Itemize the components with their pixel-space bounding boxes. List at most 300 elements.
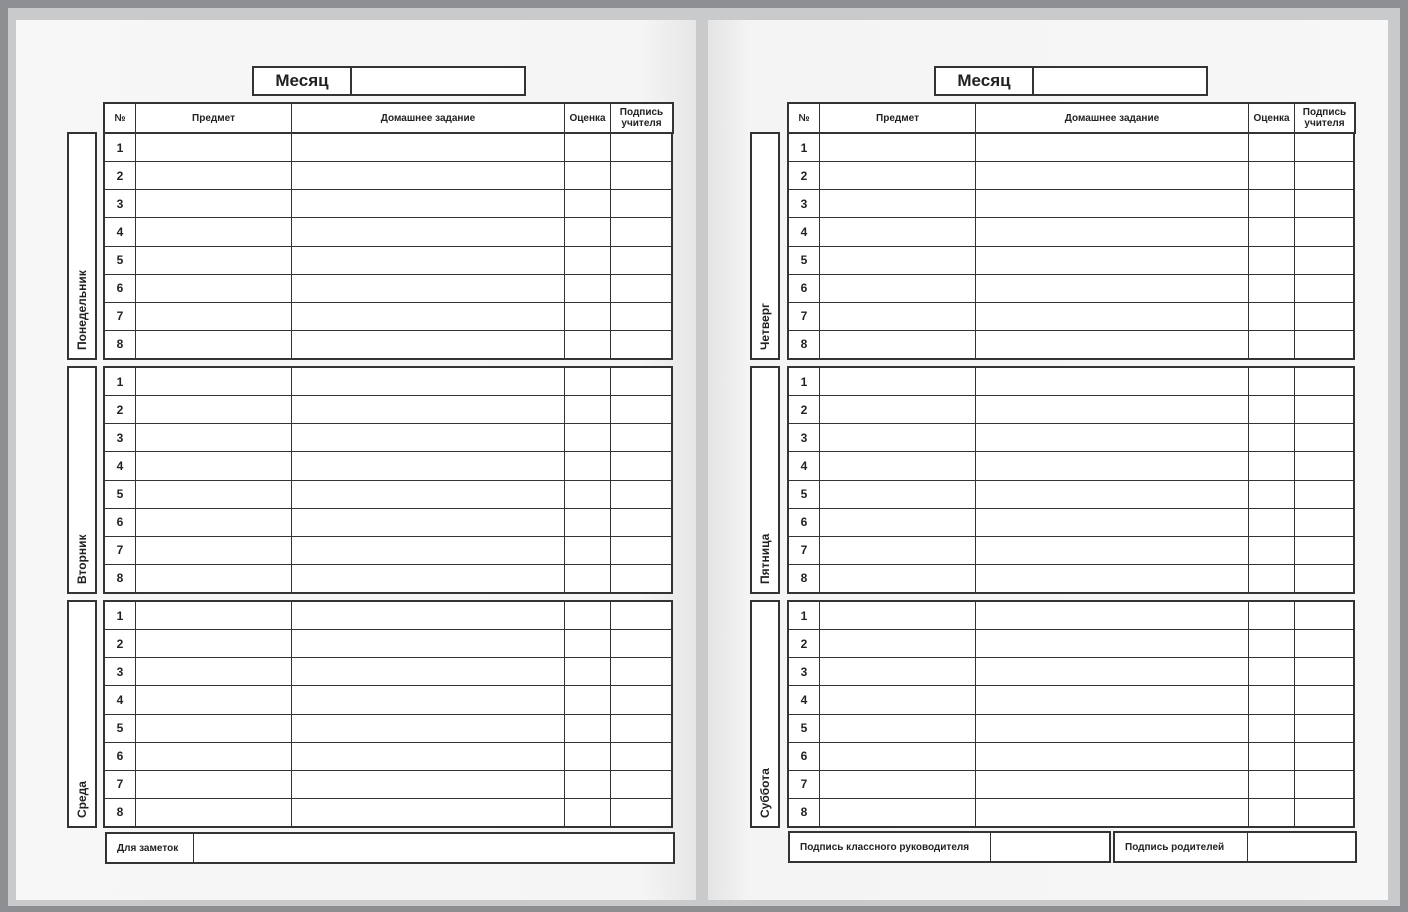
lesson-number: 7 bbox=[105, 303, 136, 330]
homework-cell[interactable] bbox=[292, 481, 565, 508]
table-row bbox=[789, 799, 1353, 826]
subject-cell[interactable] bbox=[820, 190, 976, 217]
grade-cell[interactable] bbox=[565, 303, 611, 330]
teacher-sign-cell[interactable] bbox=[611, 424, 671, 451]
subject-cell[interactable] bbox=[820, 424, 976, 451]
grade-cell[interactable] bbox=[1249, 509, 1295, 536]
teacher-sign-cell[interactable] bbox=[611, 452, 671, 479]
class-teacher-sign-field[interactable] bbox=[991, 833, 1109, 861]
subject-cell[interactable] bbox=[136, 134, 292, 161]
homework-cell[interactable] bbox=[976, 303, 1249, 330]
homework-cell[interactable] bbox=[292, 537, 565, 564]
homework-cell[interactable] bbox=[292, 565, 565, 592]
homework-cell[interactable] bbox=[976, 630, 1249, 657]
teacher-sign-cell[interactable] bbox=[611, 630, 671, 657]
lesson-number: 7 bbox=[789, 771, 820, 798]
teacher-sign-cell[interactable] bbox=[1295, 565, 1353, 592]
teacher-sign-cell[interactable] bbox=[611, 331, 671, 358]
teacher-sign-cell[interactable] bbox=[611, 303, 671, 330]
day-name: Понедельник bbox=[75, 270, 89, 350]
lesson-number: 5 bbox=[105, 481, 136, 508]
homework-cell[interactable] bbox=[976, 799, 1249, 826]
table-row bbox=[789, 509, 1353, 537]
grade-cell[interactable] bbox=[565, 509, 611, 536]
lesson-number: 8 bbox=[105, 331, 136, 358]
homework-cell[interactable] bbox=[292, 218, 565, 245]
homework-cell[interactable] bbox=[976, 658, 1249, 685]
teacher-sign-cell[interactable] bbox=[611, 771, 671, 798]
grade-cell[interactable] bbox=[565, 134, 611, 161]
homework-cell[interactable] bbox=[292, 134, 565, 161]
table-row bbox=[105, 565, 671, 592]
table-row bbox=[789, 658, 1353, 686]
subject-cell[interactable] bbox=[820, 743, 976, 770]
table-row bbox=[789, 602, 1353, 630]
homework-cell[interactable] bbox=[976, 481, 1249, 508]
teacher-sign-cell[interactable] bbox=[1295, 162, 1353, 189]
table-row bbox=[105, 715, 671, 743]
subject-cell[interactable] bbox=[820, 162, 976, 189]
lesson-number: 1 bbox=[105, 368, 136, 395]
subject-cell[interactable] bbox=[820, 331, 976, 358]
homework-cell[interactable] bbox=[976, 686, 1249, 713]
teacher-sign-cell[interactable] bbox=[1295, 396, 1353, 423]
teacher-sign-cell[interactable] bbox=[611, 799, 671, 826]
grade-cell[interactable] bbox=[1249, 630, 1295, 657]
lesson-number: 7 bbox=[105, 537, 136, 564]
grade-cell[interactable] bbox=[1249, 424, 1295, 451]
subject-cell[interactable] bbox=[820, 715, 976, 742]
notes-field[interactable] bbox=[194, 834, 673, 862]
subject-cell[interactable] bbox=[136, 190, 292, 217]
subject-cell[interactable] bbox=[820, 771, 976, 798]
homework-cell[interactable] bbox=[292, 396, 565, 423]
grade-cell[interactable] bbox=[1249, 218, 1295, 245]
day-label-0 bbox=[750, 132, 780, 360]
grade-cell[interactable] bbox=[1249, 715, 1295, 742]
subject-cell[interactable] bbox=[136, 396, 292, 423]
subject-cell[interactable] bbox=[136, 630, 292, 657]
homework-cell[interactable] bbox=[292, 743, 565, 770]
teacher-sign-cell[interactable] bbox=[611, 368, 671, 395]
lesson-number: 1 bbox=[789, 602, 820, 629]
teacher-sign-cell[interactable] bbox=[1295, 743, 1353, 770]
homework-cell[interactable] bbox=[976, 331, 1249, 358]
lesson-number: 2 bbox=[789, 162, 820, 189]
table-row bbox=[105, 771, 671, 799]
class-teacher-sign-box bbox=[788, 831, 1111, 863]
table-row bbox=[789, 218, 1353, 246]
subject-cell[interactable] bbox=[136, 218, 292, 245]
lesson-number: 2 bbox=[789, 396, 820, 423]
grade-cell[interactable] bbox=[565, 218, 611, 245]
teacher-sign-cell[interactable] bbox=[611, 565, 671, 592]
homework-cell[interactable] bbox=[976, 771, 1249, 798]
subject-cell[interactable] bbox=[136, 602, 292, 629]
subject-cell[interactable] bbox=[136, 162, 292, 189]
class-teacher-sign-label: Подпись классного руководителя bbox=[790, 833, 991, 861]
subject-cell[interactable] bbox=[820, 396, 976, 423]
teacher-sign-cell[interactable] bbox=[1295, 630, 1353, 657]
header-grade: Оценка bbox=[1249, 104, 1295, 132]
lesson-number: 1 bbox=[105, 134, 136, 161]
homework-cell[interactable] bbox=[292, 368, 565, 395]
subject-cell[interactable] bbox=[136, 424, 292, 451]
grade-cell[interactable] bbox=[1249, 481, 1295, 508]
subject-cell[interactable] bbox=[820, 537, 976, 564]
teacher-sign-cell[interactable] bbox=[1295, 275, 1353, 302]
grade-cell[interactable] bbox=[565, 481, 611, 508]
table-row bbox=[105, 452, 671, 480]
table-row bbox=[105, 537, 671, 565]
day-table-0 bbox=[787, 132, 1355, 360]
teacher-sign-cell[interactable] bbox=[611, 602, 671, 629]
table-row bbox=[789, 331, 1353, 358]
teacher-sign-cell[interactable] bbox=[1295, 481, 1353, 508]
homework-cell[interactable] bbox=[292, 686, 565, 713]
homework-cell[interactable] bbox=[976, 190, 1249, 217]
subject-cell[interactable] bbox=[136, 368, 292, 395]
left-page bbox=[16, 20, 696, 900]
homework-cell[interactable] bbox=[976, 162, 1249, 189]
teacher-sign-cell[interactable] bbox=[1295, 799, 1353, 826]
homework-cell[interactable] bbox=[292, 602, 565, 629]
table-row bbox=[105, 743, 671, 771]
subject-cell[interactable] bbox=[820, 565, 976, 592]
day-name: Суббота bbox=[758, 768, 772, 818]
lesson-number: 4 bbox=[789, 452, 820, 479]
teacher-sign-cell[interactable] bbox=[1295, 247, 1353, 274]
header-subject: Предмет bbox=[136, 104, 292, 132]
homework-cell[interactable] bbox=[292, 275, 565, 302]
lesson-number: 7 bbox=[789, 303, 820, 330]
teacher-sign-cell[interactable] bbox=[611, 743, 671, 770]
day-name: Вторник bbox=[75, 534, 89, 584]
subject-cell[interactable] bbox=[136, 743, 292, 770]
teacher-sign-cell[interactable] bbox=[611, 190, 671, 217]
lesson-number: 3 bbox=[105, 190, 136, 217]
homework-cell[interactable] bbox=[976, 602, 1249, 629]
teacher-sign-cell[interactable] bbox=[611, 537, 671, 564]
lesson-number: 5 bbox=[105, 715, 136, 742]
grade-cell[interactable] bbox=[565, 565, 611, 592]
grade-cell[interactable] bbox=[1249, 190, 1295, 217]
homework-cell[interactable] bbox=[976, 247, 1249, 274]
grade-cell[interactable] bbox=[1249, 537, 1295, 564]
subject-cell[interactable] bbox=[136, 303, 292, 330]
lesson-number: 2 bbox=[105, 630, 136, 657]
table-row bbox=[105, 275, 671, 303]
day-table-2 bbox=[103, 600, 673, 828]
subject-cell[interactable] bbox=[820, 686, 976, 713]
homework-cell[interactable] bbox=[976, 368, 1249, 395]
table-row bbox=[789, 424, 1353, 452]
grade-cell[interactable] bbox=[565, 715, 611, 742]
lesson-number: 5 bbox=[789, 481, 820, 508]
table-row bbox=[105, 799, 671, 826]
subject-cell[interactable] bbox=[820, 602, 976, 629]
lesson-number: 4 bbox=[105, 218, 136, 245]
subject-cell[interactable] bbox=[820, 218, 976, 245]
lesson-number: 5 bbox=[789, 247, 820, 274]
grade-cell[interactable] bbox=[565, 162, 611, 189]
subject-cell[interactable] bbox=[136, 481, 292, 508]
month-box-right bbox=[934, 66, 1208, 96]
subject-cell[interactable] bbox=[820, 509, 976, 536]
subject-cell[interactable] bbox=[820, 799, 976, 826]
grade-cell[interactable] bbox=[565, 658, 611, 685]
teacher-sign-cell[interactable] bbox=[611, 396, 671, 423]
table-row bbox=[105, 509, 671, 537]
lesson-number: 4 bbox=[105, 452, 136, 479]
grade-cell[interactable] bbox=[1249, 452, 1295, 479]
header-row-right bbox=[787, 102, 1356, 134]
subject-cell[interactable] bbox=[820, 368, 976, 395]
notes-box bbox=[105, 832, 675, 864]
subject-cell[interactable] bbox=[136, 799, 292, 826]
lesson-number: 3 bbox=[789, 190, 820, 217]
grade-cell[interactable] bbox=[565, 771, 611, 798]
grade-cell[interactable] bbox=[1249, 565, 1295, 592]
subject-cell[interactable] bbox=[820, 134, 976, 161]
month-field[interactable] bbox=[1034, 68, 1206, 94]
subject-cell[interactable] bbox=[136, 658, 292, 685]
teacher-sign-cell[interactable] bbox=[1295, 771, 1353, 798]
lesson-number: 8 bbox=[105, 565, 136, 592]
teacher-sign-cell[interactable] bbox=[1295, 303, 1353, 330]
subject-cell[interactable] bbox=[820, 275, 976, 302]
table-row bbox=[105, 331, 671, 358]
subject-cell[interactable] bbox=[136, 715, 292, 742]
month-field[interactable] bbox=[352, 68, 524, 94]
lesson-number: 8 bbox=[789, 799, 820, 826]
teacher-sign-cell[interactable] bbox=[611, 658, 671, 685]
teacher-sign-cell[interactable] bbox=[1295, 368, 1353, 395]
grade-cell[interactable] bbox=[565, 630, 611, 657]
grade-cell[interactable] bbox=[1249, 771, 1295, 798]
homework-cell[interactable] bbox=[292, 658, 565, 685]
homework-cell[interactable] bbox=[292, 799, 565, 826]
homework-cell[interactable] bbox=[976, 452, 1249, 479]
homework-cell[interactable] bbox=[976, 743, 1249, 770]
day-name: Четверг bbox=[758, 302, 772, 350]
header-number: № bbox=[105, 104, 136, 132]
subject-cell[interactable] bbox=[820, 247, 976, 274]
subject-cell[interactable] bbox=[136, 565, 292, 592]
teacher-sign-cell[interactable] bbox=[1295, 509, 1353, 536]
grade-cell[interactable] bbox=[1249, 134, 1295, 161]
teacher-sign-cell[interactable] bbox=[1295, 658, 1353, 685]
subject-cell[interactable] bbox=[820, 658, 976, 685]
grade-cell[interactable] bbox=[565, 331, 611, 358]
grade-cell[interactable] bbox=[565, 602, 611, 629]
lesson-number: 5 bbox=[789, 715, 820, 742]
day-label-0 bbox=[67, 132, 97, 360]
grade-cell[interactable] bbox=[565, 396, 611, 423]
grade-cell[interactable] bbox=[565, 686, 611, 713]
teacher-sign-cell[interactable] bbox=[1295, 190, 1353, 217]
table-row bbox=[105, 396, 671, 424]
teacher-sign-cell[interactable] bbox=[1295, 134, 1353, 161]
homework-cell[interactable] bbox=[292, 190, 565, 217]
teacher-sign-cell[interactable] bbox=[1295, 602, 1353, 629]
grade-cell[interactable] bbox=[1249, 686, 1295, 713]
lesson-number: 7 bbox=[105, 771, 136, 798]
table-row bbox=[789, 368, 1353, 396]
subject-cell[interactable] bbox=[136, 331, 292, 358]
grade-cell[interactable] bbox=[565, 743, 611, 770]
grade-cell[interactable] bbox=[1249, 743, 1295, 770]
homework-cell[interactable] bbox=[292, 509, 565, 536]
header-teacher-sign: Подпись учителя bbox=[1302, 107, 1347, 129]
grade-cell[interactable] bbox=[1249, 162, 1295, 189]
month-label: Месяц bbox=[254, 68, 352, 94]
table-row bbox=[789, 481, 1353, 509]
lesson-number: 6 bbox=[789, 275, 820, 302]
lesson-number: 2 bbox=[105, 396, 136, 423]
table-row bbox=[105, 303, 671, 331]
teacher-sign-cell[interactable] bbox=[1295, 686, 1353, 713]
month-label: Месяц bbox=[936, 68, 1034, 94]
homework-cell[interactable] bbox=[292, 424, 565, 451]
grade-cell[interactable] bbox=[1249, 396, 1295, 423]
day-table-1 bbox=[787, 366, 1355, 594]
subject-cell[interactable] bbox=[136, 275, 292, 302]
grade-cell[interactable] bbox=[1249, 331, 1295, 358]
grade-cell[interactable] bbox=[565, 368, 611, 395]
grade-cell[interactable] bbox=[1249, 368, 1295, 395]
teacher-sign-cell[interactable] bbox=[1295, 537, 1353, 564]
homework-cell[interactable] bbox=[292, 303, 565, 330]
subject-cell[interactable] bbox=[136, 537, 292, 564]
grade-cell[interactable] bbox=[565, 190, 611, 217]
lesson-number: 8 bbox=[789, 565, 820, 592]
header-number: № bbox=[789, 104, 820, 132]
day-table-0 bbox=[103, 132, 673, 360]
lesson-number: 6 bbox=[789, 743, 820, 770]
grade-cell[interactable] bbox=[565, 247, 611, 274]
teacher-sign-cell[interactable] bbox=[1295, 452, 1353, 479]
table-row bbox=[789, 162, 1353, 190]
diary-spread bbox=[8, 8, 1400, 906]
grade-cell[interactable] bbox=[565, 275, 611, 302]
grade-cell[interactable] bbox=[1249, 658, 1295, 685]
lesson-number: 5 bbox=[105, 247, 136, 274]
homework-cell[interactable] bbox=[292, 331, 565, 358]
parents-sign-box bbox=[1113, 831, 1357, 863]
table-row bbox=[105, 368, 671, 396]
homework-cell[interactable] bbox=[976, 134, 1249, 161]
teacher-sign-cell[interactable] bbox=[611, 686, 671, 713]
header-row-left bbox=[103, 102, 674, 134]
teacher-sign-cell[interactable] bbox=[611, 481, 671, 508]
teacher-sign-cell[interactable] bbox=[611, 275, 671, 302]
teacher-sign-cell[interactable] bbox=[611, 134, 671, 161]
lesson-number: 1 bbox=[789, 134, 820, 161]
subject-cell[interactable] bbox=[136, 452, 292, 479]
header-homework: Домашнее задание bbox=[292, 104, 565, 132]
subject-cell[interactable] bbox=[136, 247, 292, 274]
header-subject: Предмет bbox=[820, 104, 976, 132]
table-row bbox=[105, 602, 671, 630]
subject-cell[interactable] bbox=[136, 771, 292, 798]
teacher-sign-cell[interactable] bbox=[611, 218, 671, 245]
subject-cell[interactable] bbox=[820, 303, 976, 330]
grade-cell[interactable] bbox=[565, 537, 611, 564]
teacher-sign-cell[interactable] bbox=[1295, 331, 1353, 358]
grade-cell[interactable] bbox=[565, 424, 611, 451]
grade-cell[interactable] bbox=[1249, 602, 1295, 629]
homework-cell[interactable] bbox=[976, 509, 1249, 536]
teacher-sign-cell[interactable] bbox=[611, 247, 671, 274]
table-row bbox=[789, 247, 1353, 275]
subject-cell[interactable] bbox=[136, 686, 292, 713]
homework-cell[interactable] bbox=[292, 630, 565, 657]
table-row bbox=[789, 715, 1353, 743]
parents-sign-field[interactable] bbox=[1248, 833, 1355, 861]
homework-cell[interactable] bbox=[976, 424, 1249, 451]
grade-cell[interactable] bbox=[565, 452, 611, 479]
lesson-number: 4 bbox=[789, 218, 820, 245]
homework-cell[interactable] bbox=[976, 396, 1249, 423]
homework-cell[interactable] bbox=[976, 218, 1249, 245]
subject-cell[interactable] bbox=[820, 630, 976, 657]
day-label-1 bbox=[67, 366, 97, 594]
lesson-number: 3 bbox=[105, 424, 136, 451]
table-row bbox=[105, 630, 671, 658]
header-homework: Домашнее задание bbox=[976, 104, 1249, 132]
grade-cell[interactable] bbox=[1249, 275, 1295, 302]
lesson-number: 8 bbox=[789, 331, 820, 358]
teacher-sign-cell[interactable] bbox=[1295, 715, 1353, 742]
homework-cell[interactable] bbox=[976, 715, 1249, 742]
lesson-number: 3 bbox=[789, 658, 820, 685]
lesson-number: 1 bbox=[105, 602, 136, 629]
lesson-number: 2 bbox=[789, 630, 820, 657]
table-row bbox=[789, 190, 1353, 218]
subject-cell[interactable] bbox=[820, 452, 976, 479]
homework-cell[interactable] bbox=[292, 715, 565, 742]
grade-cell[interactable] bbox=[565, 799, 611, 826]
subject-cell[interactable] bbox=[820, 481, 976, 508]
teacher-sign-cell[interactable] bbox=[611, 715, 671, 742]
teacher-sign-cell[interactable] bbox=[1295, 424, 1353, 451]
homework-cell[interactable] bbox=[292, 452, 565, 479]
grade-cell[interactable] bbox=[1249, 247, 1295, 274]
table-row bbox=[105, 162, 671, 190]
subject-cell[interactable] bbox=[136, 509, 292, 536]
homework-cell[interactable] bbox=[976, 275, 1249, 302]
lesson-number: 8 bbox=[105, 799, 136, 826]
grade-cell[interactable] bbox=[1249, 799, 1295, 826]
homework-cell[interactable] bbox=[292, 162, 565, 189]
lesson-number: 6 bbox=[105, 743, 136, 770]
homework-cell[interactable] bbox=[976, 537, 1249, 564]
lesson-number: 4 bbox=[789, 686, 820, 713]
homework-cell[interactable] bbox=[292, 247, 565, 274]
teacher-sign-cell[interactable] bbox=[611, 509, 671, 536]
teacher-sign-cell[interactable] bbox=[1295, 218, 1353, 245]
homework-cell[interactable] bbox=[292, 771, 565, 798]
table-row bbox=[105, 247, 671, 275]
grade-cell[interactable] bbox=[1249, 303, 1295, 330]
teacher-sign-cell[interactable] bbox=[611, 162, 671, 189]
lesson-number: 6 bbox=[105, 275, 136, 302]
header-grade: Оценка bbox=[565, 104, 611, 132]
lesson-number: 6 bbox=[789, 509, 820, 536]
table-row bbox=[105, 686, 671, 714]
homework-cell[interactable] bbox=[976, 565, 1249, 592]
